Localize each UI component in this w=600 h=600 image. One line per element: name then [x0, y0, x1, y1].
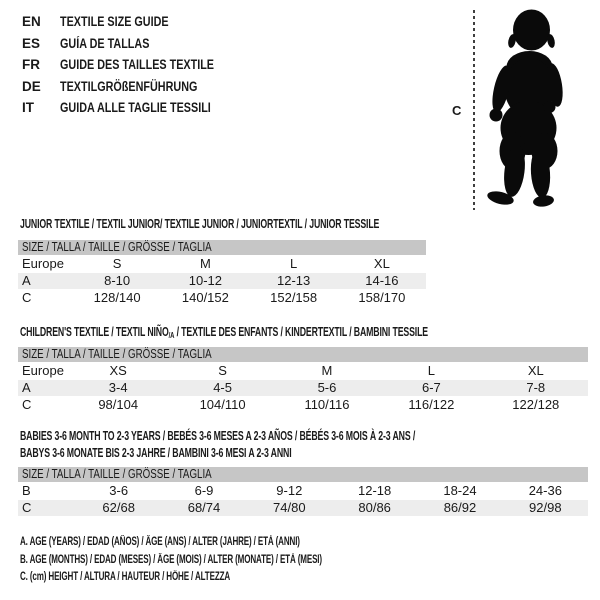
height-measure-label: C — [452, 103, 462, 118]
language-code: DE — [22, 78, 41, 94]
size-header-bar: SIZE / TALLA / TAILLE / GRÖSSE / TAGLIA — [18, 347, 588, 362]
measurement-legend — [20, 534, 451, 587]
size-cell: M — [199, 256, 211, 271]
size-cell: S — [112, 256, 122, 271]
size-cell: XL — [527, 363, 544, 378]
language-row-fr — [22, 54, 253, 76]
children-table-title: CHILDREN'S TEXTILE / TEXTIL $NIÑO_{/A}$ / TEXTILE DES ENFANTS / KINDERTEXTIL / BAMBINI TESSILE — [20, 325, 429, 340]
row-label: C — [22, 397, 32, 413]
table-row — [18, 396, 588, 413]
size-cell: 92/98 — [503, 499, 588, 516]
table-row — [18, 499, 588, 516]
language-row-de — [22, 76, 253, 98]
table-row — [18, 362, 588, 379]
language-label: GUIDA ALLE TAGLIE TESSILI — [60, 100, 211, 116]
legend-line-b: B. AGE (MONTHS) / EDAD (MESES) / ÂGE (MOIS) / ALTER (MONATE) / ETÀ (MESI) — [20, 553, 322, 566]
table-row — [18, 379, 588, 396]
size-cell: 116/122 — [408, 397, 455, 413]
row-label: A — [18, 379, 66, 396]
language-code: ES — [22, 35, 41, 51]
language-list — [22, 11, 253, 119]
size-cell: 140/152 — [181, 290, 229, 306]
size-cell: 86/92 — [417, 499, 502, 516]
language-code: FR — [22, 57, 40, 73]
babies-size-table — [18, 467, 588, 516]
size-cell: 74/80 — [247, 499, 332, 516]
row-label: Europe — [22, 256, 64, 271]
legend-line-a: A. AGE (YEARS) / EDAD (AÑOS) / ÂGE (ANS) / ALTER (JAHRE) / ETÀ (ANNI) — [20, 536, 300, 548]
children-size-table — [18, 347, 588, 413]
toddler-silhouette-image — [482, 5, 580, 207]
size-cell: L — [427, 363, 435, 378]
language-label: GUÍA DE TALLAS — [60, 35, 150, 51]
size-cell: 24-36 — [528, 483, 562, 498]
row-label: Europe — [22, 363, 64, 378]
size-cell: 6-7 — [379, 379, 483, 396]
size-cell: 3-4 — [66, 379, 170, 396]
size-cell: 10-12 — [161, 272, 249, 289]
language-row-en — [22, 11, 253, 33]
row-label: A — [18, 272, 73, 289]
size-cell: 9-12 — [276, 483, 303, 498]
size-cell: 62/68 — [76, 499, 161, 516]
size-cell: 104/110 — [199, 397, 246, 413]
size-cell: 7-8 — [484, 379, 588, 396]
size-cell: 122/128 — [512, 397, 560, 413]
row-label: B — [22, 483, 31, 498]
size-cell: S — [218, 363, 227, 378]
size-cell: 158/170 — [358, 290, 406, 306]
size-header-bar: SIZE / TALLA / TAILLE / GRÖSSE / TAGLIA — [18, 240, 426, 255]
size-cell: 14-16 — [338, 272, 426, 289]
size-cell: XS — [109, 363, 127, 378]
height-measure-dashed-line — [473, 10, 475, 210]
size-cell: 98/104 — [98, 397, 139, 413]
size-cell: M — [321, 363, 333, 378]
size-cell: 68/74 — [161, 499, 246, 516]
language-label: GUIDE DES TAILLES TEXTILE — [60, 57, 215, 73]
language-code: EN — [22, 14, 41, 30]
language-row-es — [22, 33, 253, 55]
row-label: C — [18, 499, 76, 516]
size-cell: 6-9 — [194, 483, 214, 498]
size-cell: 18-24 — [443, 483, 477, 498]
size-cell: 80/86 — [332, 499, 417, 516]
size-cell: 110/116 — [304, 397, 350, 413]
table-row — [18, 289, 426, 306]
language-row-it — [22, 97, 253, 119]
size-cell: 8-10 — [73, 272, 161, 289]
size-cell: 12-13 — [250, 272, 338, 289]
subscript-text: /A — [168, 330, 175, 340]
babies-table-title: BABIES 3-6 MONTH TO 2-3 YEARS / BEBÉS 3-6 MESES A 2-3 AÑOS / BÉBÉS 3-6 MOIS À 2-3 ANS / BABYS 3-6 MONATE BIS 2-3 JAHRE / BAMBINI 3-6 MESI A 2-3 ANNI — [20, 429, 416, 460]
size-header-bar: SIZE / TALLA / TAILLE / GRÖSSE / TAGLIA — [18, 467, 588, 482]
size-cell: 152/158 — [270, 290, 318, 306]
table-row — [18, 255, 426, 272]
language-label: TEXTILE SIZE GUIDE — [60, 14, 169, 30]
size-cell: 5-6 — [275, 379, 379, 396]
junior-table-title: JUNIOR TEXTILE / TEXTIL JUNIOR/ TEXTILE JUNIOR / JUNIORTEXTIL / JUNIOR TESSILE — [20, 217, 380, 231]
size-cell: 12-18 — [358, 483, 392, 498]
size-cell: 4-5 — [170, 379, 274, 396]
language-label: TEXTILGRÖßENFÜHRUNG — [60, 78, 198, 94]
language-code: IT — [22, 100, 34, 116]
size-cell: L — [290, 256, 298, 271]
table-row — [18, 482, 588, 499]
row-label: C — [22, 290, 32, 306]
size-cell: 3-6 — [109, 483, 129, 498]
size-cell: XL — [373, 256, 390, 271]
legend-line-c: C. (cm) HEIGHT / ALTURA / HAUTEUR / HÖHE / ALTEZZA — [20, 571, 231, 583]
junior-size-table — [18, 240, 426, 306]
size-cell: 128/140 — [93, 290, 141, 306]
table-row — [18, 272, 426, 289]
